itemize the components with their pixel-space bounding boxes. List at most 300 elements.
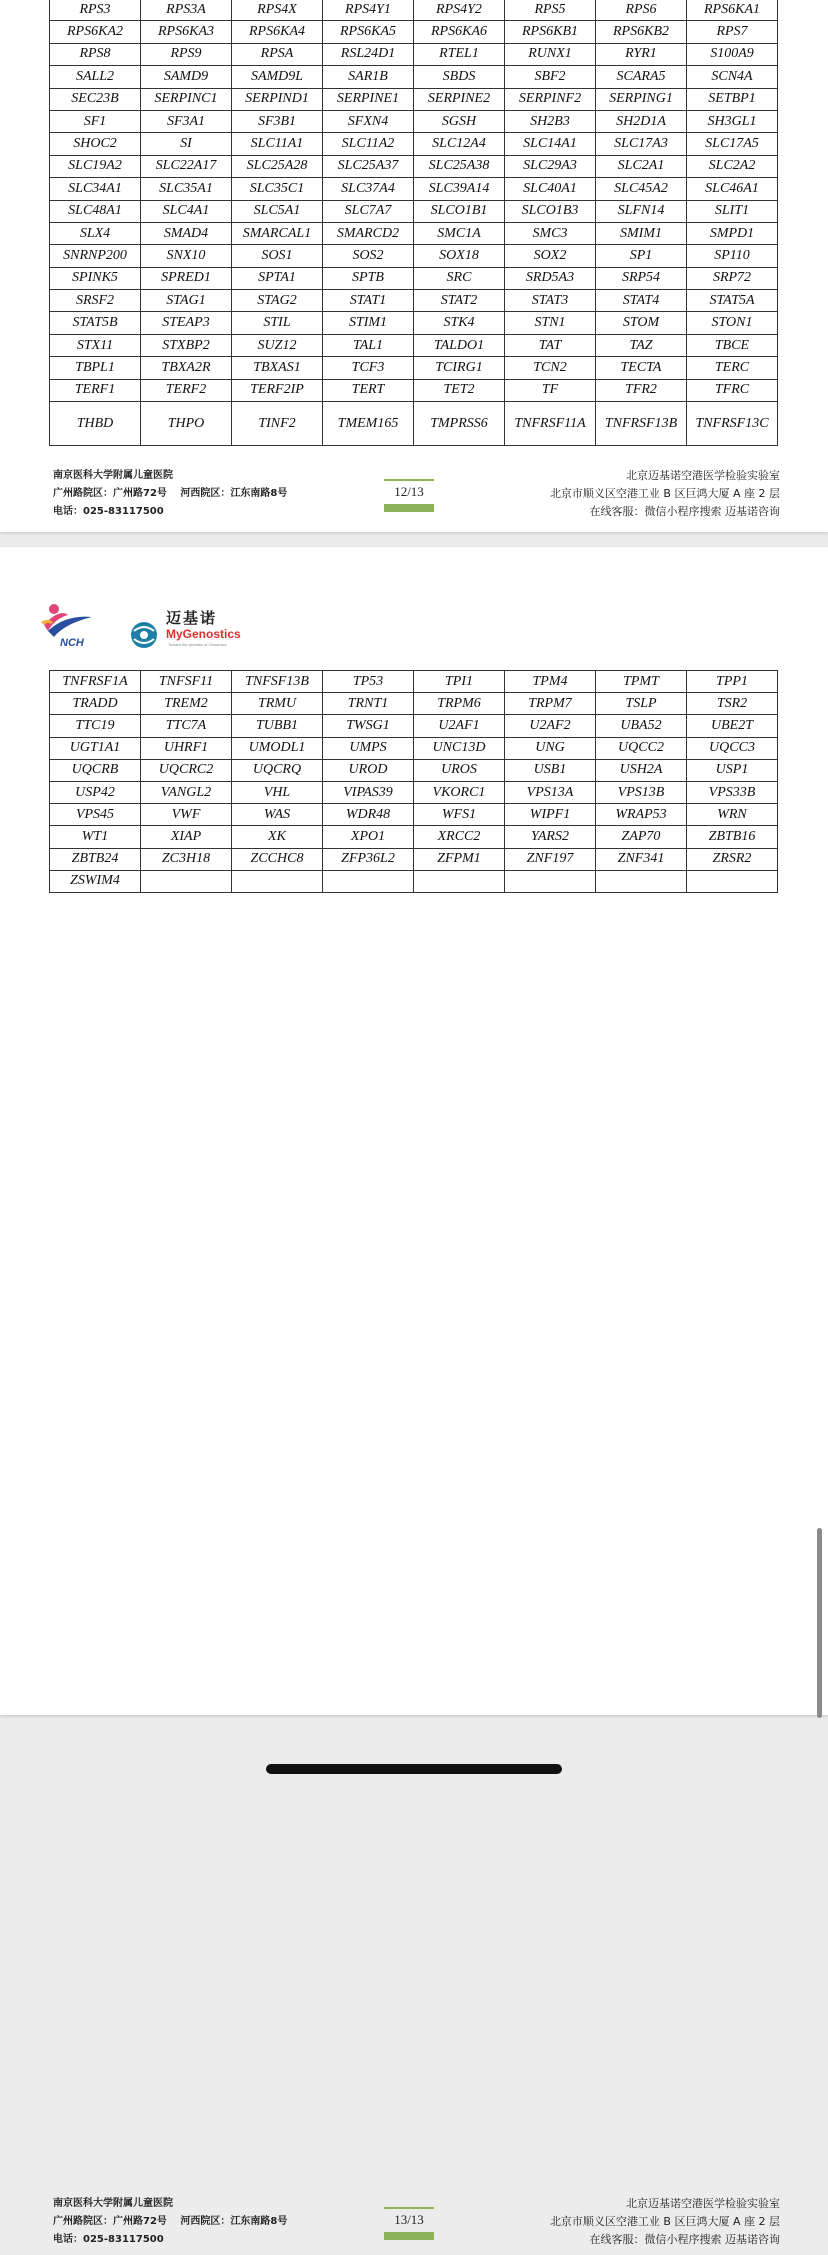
hospital-address: 广州路院区：广州路72号 河西院区：江东南路8号 xyxy=(53,2216,288,2227)
gene-cell: UMPS xyxy=(323,737,414,759)
gene-cell: ZFP36L2 xyxy=(323,848,414,870)
gene-cell: WAS xyxy=(232,804,323,826)
gene-cell: TTC7A xyxy=(141,715,232,737)
gene-cell: SLFN14 xyxy=(596,200,687,222)
page-number xyxy=(384,479,434,512)
table-row xyxy=(50,178,778,200)
gene-cell: SUZ12 xyxy=(232,334,323,356)
gene-cell: STAT5B xyxy=(50,312,141,334)
gene-cell: UQCRC2 xyxy=(141,759,232,781)
table-row xyxy=(50,848,778,870)
gene-cell: SOX18 xyxy=(414,245,505,267)
gene-cell: SLCO1B3 xyxy=(505,200,596,222)
gene-cell: U2AF2 xyxy=(505,715,596,737)
gene-cell: TUBB1 xyxy=(232,715,323,737)
gene-cell: SRC xyxy=(414,267,505,289)
hospital-phone: 电话：025-83117500 xyxy=(53,2234,164,2245)
gene-cell: SH2B3 xyxy=(505,110,596,132)
page-number-bar xyxy=(384,504,434,512)
gene-cell: TERF2 xyxy=(141,379,232,401)
lab-address: 北京市顺义区空港工业 B 区巨鸿大厦 A 座 2 层 xyxy=(549,487,780,500)
gene-cell: RUNX1 xyxy=(505,43,596,65)
gene-cell: ZBTB16 xyxy=(687,826,778,848)
gene-cell: ZFPM1 xyxy=(414,848,505,870)
lab-address: 北京市顺义区空港工业 B 区巨鸿大厦 A 座 2 层 xyxy=(549,2215,780,2228)
table-row xyxy=(50,290,778,312)
gene-cell: TERT xyxy=(323,379,414,401)
gene-cell: VANGL2 xyxy=(141,781,232,803)
gene-cell: SLC39A14 xyxy=(414,178,505,200)
lab-name: 北京迈基诺空港医学检验实验室 xyxy=(626,469,780,482)
gene-cell: SFXN4 xyxy=(323,110,414,132)
gene-cell: SERPINE2 xyxy=(414,88,505,110)
gene-cell: ZRSR2 xyxy=(687,848,778,870)
gene-cell: SLC2A2 xyxy=(687,155,778,177)
gene-cell: TNFRSF13C xyxy=(687,402,778,446)
gene-cell: SLC35C1 xyxy=(232,178,323,200)
gene-cell: TRADD xyxy=(50,693,141,715)
gene-cell: SLC25A28 xyxy=(232,155,323,177)
gene-cell: TAZ xyxy=(596,334,687,356)
gene-cell: ZNF197 xyxy=(505,848,596,870)
gene-cell: ZBTB24 xyxy=(50,848,141,870)
table-row xyxy=(50,267,778,289)
gene-cell: RTEL1 xyxy=(414,43,505,65)
gene-cell xyxy=(323,870,414,892)
gene-cell: RSL24D1 xyxy=(323,43,414,65)
table-row xyxy=(50,312,778,334)
gene-cell: SMPD1 xyxy=(687,222,778,244)
gene-cell: SLC4A1 xyxy=(141,200,232,222)
gene-cell: SNRNP200 xyxy=(50,245,141,267)
gene-cell: SMAD4 xyxy=(141,222,232,244)
gene-cell: TERF1 xyxy=(50,379,141,401)
gene-cell xyxy=(232,870,323,892)
gene-cell: TBXA2R xyxy=(141,357,232,379)
nch-logo xyxy=(40,601,100,655)
gene-cell: WT1 xyxy=(50,826,141,848)
gene-cell: SLX4 xyxy=(50,222,141,244)
gene-cell: U2AF1 xyxy=(414,715,505,737)
table-row xyxy=(50,870,778,892)
gene-cell: TNFRSF1A xyxy=(50,671,141,693)
gene-cell: VIPAS39 xyxy=(323,781,414,803)
gene-cell: STIM1 xyxy=(323,312,414,334)
table-row xyxy=(50,759,778,781)
gene-cell: STAT5A xyxy=(687,290,778,312)
gene-cell: TSLP xyxy=(596,693,687,715)
gene-cell: TPMT xyxy=(596,671,687,693)
gene-table-page-13 xyxy=(49,670,778,893)
table-row xyxy=(50,21,778,43)
gene-cell: VHL xyxy=(232,781,323,803)
table-row xyxy=(50,826,778,848)
gene-cell: UBA52 xyxy=(596,715,687,737)
gene-cell: SERPINF2 xyxy=(505,88,596,110)
gene-cell: SMARCAL1 xyxy=(232,222,323,244)
page-number xyxy=(384,2207,434,2240)
gene-cell: SOS1 xyxy=(232,245,323,267)
nch-logo-text: NCH xyxy=(60,637,84,649)
table-row xyxy=(50,402,778,446)
gene-cell: SALL2 xyxy=(50,66,141,88)
gene-cell: SLC14A1 xyxy=(505,133,596,155)
gene-cell: SEC23B xyxy=(50,88,141,110)
gene-cell: XIAP xyxy=(141,826,232,848)
gene-cell: TBCE xyxy=(687,334,778,356)
gene-cell: THBD xyxy=(50,402,141,446)
gene-cell xyxy=(505,870,596,892)
gene-cell: RPS4Y1 xyxy=(323,0,414,21)
gene-cell: TWSG1 xyxy=(323,715,414,737)
lab-service: 在线客服：微信小程序搜索 迈基诺咨询 xyxy=(589,2233,780,2246)
gene-cell: SGSH xyxy=(414,110,505,132)
gene-cell: TMEM165 xyxy=(323,402,414,446)
gene-cell: SNX10 xyxy=(141,245,232,267)
table-row xyxy=(50,0,778,21)
gene-cell: TBPL1 xyxy=(50,357,141,379)
gene-cell: UROS xyxy=(414,759,505,781)
gene-cell: RPS6KA5 xyxy=(323,21,414,43)
page-number-text: 12/13 xyxy=(394,484,424,499)
gene-cell: UBE2T xyxy=(687,715,778,737)
hospital-phone: 电话：025-83117500 xyxy=(53,506,164,517)
gene-cell: UQCC2 xyxy=(596,737,687,759)
gene-cell: UROD xyxy=(323,759,414,781)
gene-cell: RPS6KB2 xyxy=(596,21,687,43)
gene-cell: WFS1 xyxy=(414,804,505,826)
gene-cell: ZCCHC8 xyxy=(232,848,323,870)
gene-cell: TBXAS1 xyxy=(232,357,323,379)
gene-cell: STIL xyxy=(232,312,323,334)
gene-cell: SCARA5 xyxy=(596,66,687,88)
gene-cell: STOM xyxy=(596,312,687,334)
gene-cell: STEAP3 xyxy=(141,312,232,334)
gene-cell: UQCRQ xyxy=(232,759,323,781)
mygenostics-logo-en: MyGenostics xyxy=(166,627,241,641)
footer-hospital-info xyxy=(53,467,287,521)
gene-cell: STAG2 xyxy=(232,290,323,312)
gene-cell: SLC29A3 xyxy=(505,155,596,177)
gene-cell: YARS2 xyxy=(505,826,596,848)
gene-cell: SHOC2 xyxy=(50,133,141,155)
gene-cell: UNC13D xyxy=(414,737,505,759)
gene-cell: SPINK5 xyxy=(50,267,141,289)
gene-cell: SAMD9 xyxy=(141,66,232,88)
gene-cell: RPSA xyxy=(232,43,323,65)
gene-cell xyxy=(687,870,778,892)
gene-cell: SF3B1 xyxy=(232,110,323,132)
gene-cell: SF3A1 xyxy=(141,110,232,132)
gene-cell: ZSWIM4 xyxy=(50,870,141,892)
page-number-text: 13/13 xyxy=(394,2212,424,2227)
gene-cell: S100A9 xyxy=(687,43,778,65)
report-page-13 xyxy=(0,547,828,2246)
gene-cell: TFRC xyxy=(687,379,778,401)
gene-cell: ZNF341 xyxy=(596,848,687,870)
gene-cell: TMPRSS6 xyxy=(414,402,505,446)
footer-hospital-info xyxy=(53,2195,287,2249)
hospital-address: 广州路院区：广州路72号 河西院区：江东南路8号 xyxy=(53,488,288,499)
gene-cell: SP110 xyxy=(687,245,778,267)
page-footer xyxy=(0,2195,828,2255)
gene-cell: SLC25A37 xyxy=(323,155,414,177)
gene-cell: SAMD9L xyxy=(232,66,323,88)
gene-cell: SLIT1 xyxy=(687,200,778,222)
gene-cell: TF xyxy=(505,379,596,401)
gene-cell: XPO1 xyxy=(323,826,414,848)
gene-cell xyxy=(596,870,687,892)
gene-cell xyxy=(141,870,232,892)
lab-name: 北京迈基诺空港医学检验实验室 xyxy=(626,2197,780,2210)
gene-cell: SLC45A2 xyxy=(596,178,687,200)
gene-cell: TAL1 xyxy=(323,334,414,356)
gene-cell: SMARCD2 xyxy=(323,222,414,244)
gene-cell: UQCRB xyxy=(50,759,141,781)
gene-cell: SLC37A4 xyxy=(323,178,414,200)
gene-cell: TRMU xyxy=(232,693,323,715)
gene-cell: SMC3 xyxy=(505,222,596,244)
gene-cell: SLC40A1 xyxy=(505,178,596,200)
hospital-name: 南京医科大学附属儿童医院 xyxy=(53,470,173,481)
gene-cell: RPS6KA4 xyxy=(232,21,323,43)
gene-cell: TSR2 xyxy=(687,693,778,715)
nch-logo-icon xyxy=(40,601,100,641)
page-number-bar xyxy=(384,2232,434,2240)
gene-cell: STAT2 xyxy=(414,290,505,312)
table-row xyxy=(50,200,778,222)
gene-cell: SCN4A xyxy=(687,66,778,88)
gene-cell: TPM4 xyxy=(505,671,596,693)
lab-service: 在线客服：微信小程序搜索 迈基诺咨询 xyxy=(589,505,780,518)
gene-cell: STK4 xyxy=(414,312,505,334)
gene-cell: VKORC1 xyxy=(414,781,505,803)
table-row xyxy=(50,671,778,693)
gene-cell: VPS13B xyxy=(596,781,687,803)
table-row xyxy=(50,693,778,715)
table-row xyxy=(50,804,778,826)
gene-cell xyxy=(414,870,505,892)
gene-cell: RPS7 xyxy=(687,21,778,43)
gene-cell: STN1 xyxy=(505,312,596,334)
gene-cell: RPS3 xyxy=(50,0,141,21)
gene-cell: VWF xyxy=(141,804,232,826)
gene-cell: TCF3 xyxy=(323,357,414,379)
header-logos xyxy=(40,601,280,655)
table-row xyxy=(50,379,778,401)
gene-cell: UHRF1 xyxy=(141,737,232,759)
gene-cell: TPP1 xyxy=(687,671,778,693)
gene-cell: SLC46A1 xyxy=(687,178,778,200)
gene-cell: SERPINE1 xyxy=(323,88,414,110)
gene-cell: SLC11A1 xyxy=(232,133,323,155)
gene-cell: SMC1A xyxy=(414,222,505,244)
gene-cell: TPI1 xyxy=(414,671,505,693)
gene-cell: SOX2 xyxy=(505,245,596,267)
page-footer xyxy=(0,467,828,527)
gene-cell: STAT3 xyxy=(505,290,596,312)
hospital-name: 南京医科大学附属儿童医院 xyxy=(53,2198,173,2209)
gene-cell: RYR1 xyxy=(596,43,687,65)
gene-cell: ZAP70 xyxy=(596,826,687,848)
table-row xyxy=(50,133,778,155)
gene-cell: SLC12A4 xyxy=(414,133,505,155)
gene-cell: TCN2 xyxy=(505,357,596,379)
gene-cell: STAT1 xyxy=(323,290,414,312)
mygenostics-logo xyxy=(124,607,274,651)
table-row xyxy=(50,334,778,356)
report-page-12 xyxy=(0,0,828,532)
gene-cell: SLC34A1 xyxy=(50,178,141,200)
gene-cell: SERPING1 xyxy=(596,88,687,110)
gene-cell: SRP72 xyxy=(687,267,778,289)
gene-cell: TAT xyxy=(505,334,596,356)
gene-cell: SLC22A17 xyxy=(141,155,232,177)
gene-cell: TRNT1 xyxy=(323,693,414,715)
gene-cell: VPS13A xyxy=(505,781,596,803)
gene-cell: RPS6KA6 xyxy=(414,21,505,43)
gene-cell: STAT4 xyxy=(596,290,687,312)
gene-cell: TNFRSF13B xyxy=(596,402,687,446)
gene-cell: XK xyxy=(232,826,323,848)
gene-cell: TET2 xyxy=(414,379,505,401)
gene-cell: STXBP2 xyxy=(141,334,232,356)
gene-cell: SF1 xyxy=(50,110,141,132)
gene-cell: RPS6KA2 xyxy=(50,21,141,43)
gene-cell: SLC11A2 xyxy=(323,133,414,155)
gene-cell: RPS6KB1 xyxy=(505,21,596,43)
gene-cell: UMODL1 xyxy=(232,737,323,759)
dna-globe-icon xyxy=(124,615,164,655)
gene-cell: SAR1B xyxy=(323,66,414,88)
gene-cell: SPRED1 xyxy=(141,267,232,289)
gene-cell: SLC19A2 xyxy=(50,155,141,177)
vertical-scrollbar[interactable] xyxy=(817,1528,822,1718)
gene-cell: SPTA1 xyxy=(232,267,323,289)
gene-cell: TERC xyxy=(687,357,778,379)
gene-cell: SRSF2 xyxy=(50,290,141,312)
gene-cell: SPTB xyxy=(323,267,414,289)
gene-cell: TERF2IP xyxy=(232,379,323,401)
gene-cell: SOS2 xyxy=(323,245,414,267)
gene-cell: TINF2 xyxy=(232,402,323,446)
gene-cell: WRAP53 xyxy=(596,804,687,826)
gene-cell: RPS6KA3 xyxy=(141,21,232,43)
gene-cell: UNG xyxy=(505,737,596,759)
home-indicator[interactable] xyxy=(266,1764,562,1774)
gene-cell: USH2A xyxy=(596,759,687,781)
gene-cell: SBF2 xyxy=(505,66,596,88)
gene-cell: TFR2 xyxy=(596,379,687,401)
gene-cell: SERPINC1 xyxy=(141,88,232,110)
gene-cell: TALDO1 xyxy=(414,334,505,356)
gene-cell: TRPM6 xyxy=(414,693,505,715)
gene-cell: SLC25A38 xyxy=(414,155,505,177)
gene-cell: SLC2A1 xyxy=(596,155,687,177)
table-row xyxy=(50,155,778,177)
table-row xyxy=(50,781,778,803)
table-row xyxy=(50,43,778,65)
gene-cell: SLC35A1 xyxy=(141,178,232,200)
table-row xyxy=(50,715,778,737)
gene-cell: SRD5A3 xyxy=(505,267,596,289)
gene-cell: RPS9 xyxy=(141,43,232,65)
gene-cell: USP1 xyxy=(687,759,778,781)
table-row xyxy=(50,110,778,132)
gene-cell: SLC7A7 xyxy=(323,200,414,222)
gene-cell: RPS3A xyxy=(141,0,232,21)
gene-cell: TCIRG1 xyxy=(414,357,505,379)
gene-cell: WIPF1 xyxy=(505,804,596,826)
gene-cell: USB1 xyxy=(505,759,596,781)
gene-cell: SETBP1 xyxy=(687,88,778,110)
gene-cell: TREM2 xyxy=(141,693,232,715)
gene-cell: SLC5A1 xyxy=(232,200,323,222)
gene-cell: RPS8 xyxy=(50,43,141,65)
gene-cell: TTC19 xyxy=(50,715,141,737)
gene-cell: SRP54 xyxy=(596,267,687,289)
gene-cell: TECTA xyxy=(596,357,687,379)
gene-cell: RPS6KA1 xyxy=(687,0,778,21)
gene-cell: VPS45 xyxy=(50,804,141,826)
table-row xyxy=(50,357,778,379)
gene-cell: UQCC3 xyxy=(687,737,778,759)
table-row xyxy=(50,66,778,88)
gene-cell: TNFSF13B xyxy=(232,671,323,693)
mygenostics-logo-cn: 迈基诺 xyxy=(166,609,218,627)
gene-cell: USP42 xyxy=(50,781,141,803)
gene-cell: SLC17A3 xyxy=(596,133,687,155)
gene-cell: THPO xyxy=(141,402,232,446)
gene-cell: TRPM7 xyxy=(505,693,596,715)
gene-cell: RPS5 xyxy=(505,0,596,21)
gene-cell: RPS4Y2 xyxy=(414,0,505,21)
gene-cell: SBDS xyxy=(414,66,505,88)
gene-cell: XRCC2 xyxy=(414,826,505,848)
table-row xyxy=(50,88,778,110)
gene-cell: RPS6 xyxy=(596,0,687,21)
gene-cell: SERPIND1 xyxy=(232,88,323,110)
gene-cell: SLC17A5 xyxy=(687,133,778,155)
gene-cell: ZC3H18 xyxy=(141,848,232,870)
gene-cell: RPS4X xyxy=(232,0,323,21)
table-row xyxy=(50,245,778,267)
footer-lab-info xyxy=(550,2195,780,2249)
gene-cell: STAG1 xyxy=(141,290,232,312)
table-row xyxy=(50,737,778,759)
gene-cell: STON1 xyxy=(687,312,778,334)
gene-cell: STX11 xyxy=(50,334,141,356)
gene-cell: WRN xyxy=(687,804,778,826)
gene-cell: TNFRSF11A xyxy=(505,402,596,446)
mygenostics-tagline: Toward the promise of Genomics xyxy=(168,642,227,647)
gene-cell: SH3GL1 xyxy=(687,110,778,132)
gene-cell: TP53 xyxy=(323,671,414,693)
gene-cell: UGT1A1 xyxy=(50,737,141,759)
table-row xyxy=(50,222,778,244)
gene-cell: TNFSF11 xyxy=(141,671,232,693)
gene-cell: SH2D1A xyxy=(596,110,687,132)
footer-lab-info xyxy=(550,467,780,521)
gene-cell: SMIM1 xyxy=(596,222,687,244)
gene-cell: SLCO1B1 xyxy=(414,200,505,222)
gene-cell: WDR48 xyxy=(323,804,414,826)
gene-table-page-12 xyxy=(49,0,778,446)
gene-cell: SI xyxy=(141,133,232,155)
gene-cell: SLC48A1 xyxy=(50,200,141,222)
gene-cell: VPS33B xyxy=(687,781,778,803)
gene-cell: SP1 xyxy=(596,245,687,267)
